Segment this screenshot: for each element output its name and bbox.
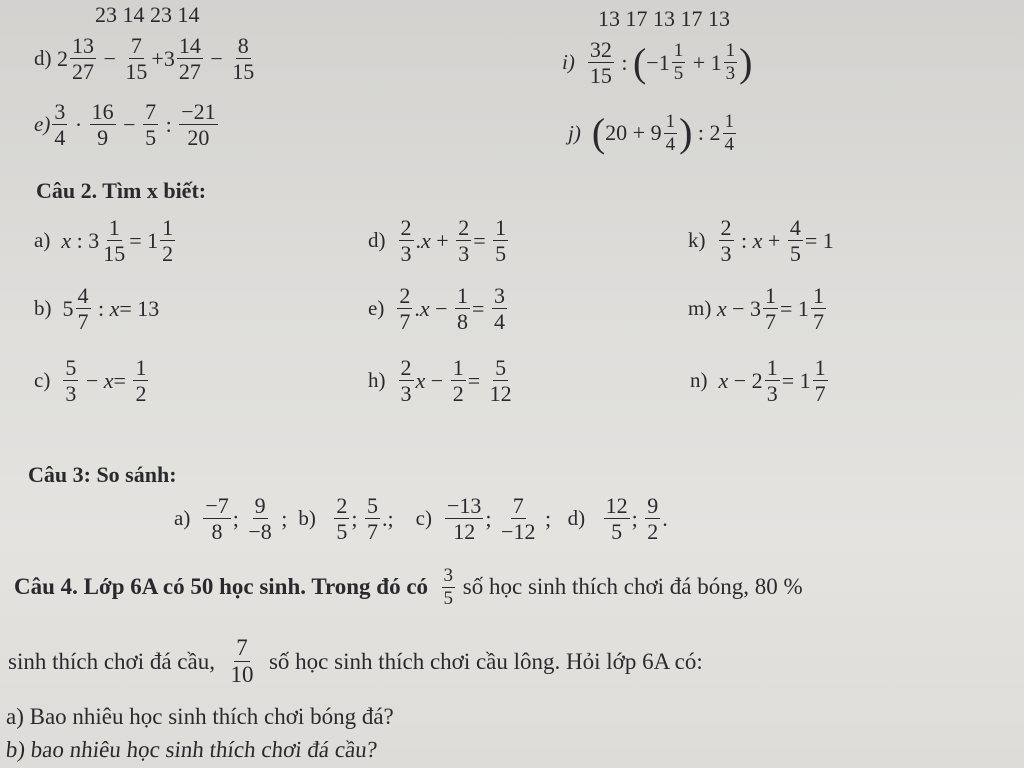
cau2-heading: Câu 2. Tìm x biết: xyxy=(36,178,207,203)
cau2-h: h) $\frac{2}{3}$ x − $\frac{1}{2}$ = $\frac{5}{12}$ xyxy=(368,355,512,407)
top-fragment-right: 13 17 13 17 13 xyxy=(598,6,730,31)
cau3-row: a) $\frac{-7}{8}$ ; $\frac{9}{-8}$ ; b) $\frac{2}{5}$ ; $\frac{5}{7}$ .; c) $\frac{-13}{12}$ ; $\frac{7}{-12}$ ; d) $\frac{12}{5}$ ; $\frac{9}{2}$ . xyxy=(174,493,668,545)
cau4-line2: sinh thích chơi đá cầu, $\frac{7}{10}$ số học sinh thích chơi cầu lông. Hỏi lớp 6A có: xyxy=(8,635,703,688)
cau3-heading: Câu 3: So sánh: xyxy=(28,462,177,487)
cau2-a: a) x : 3 $\frac{1}{15}$ = 1 $\frac{1}{2}$ xyxy=(34,215,174,267)
cau2-b: b) 5 $\frac{4}{7}$ : x = 13 xyxy=(34,283,160,335)
cau2-c: c) $\frac{5}{3}$ − x = $\frac{1}{2}$ xyxy=(34,355,147,407)
cau2-n: n) x − 2 $\frac{1}{3}$ = 1 $\frac{1}{7}$ xyxy=(690,355,826,407)
cau4-question-b: b) bao nhiêu học sinh thích chơi đá cầu? xyxy=(4,737,379,762)
cau4-line1: Câu 4. Lớp 6A có 50 học sinh. Trong đó có $\frac{3}{5}$ số học sinh thích chơi đá bóng, 80 % xyxy=(14,565,803,609)
cau4-question-a: a) Bao nhiêu học sinh thích chơi bóng đá? xyxy=(6,704,394,729)
top-fragment-left: 23 14 23 14 xyxy=(95,2,200,27)
cau2-m: m) x − 3 $\frac{1}{7}$ = 1 $\frac{1}{7}$ xyxy=(688,283,824,335)
cau2-d: d) $\frac{2}{3}$ . x + $\frac{2}{3}$ = $\frac{1}{5}$ xyxy=(368,215,507,267)
exercise-1i: i) $\frac{32}{15}$ : ( −1 $\frac{1}{5}$ + 1 $\frac{1}{3}$ ) xyxy=(562,37,753,89)
exercise-1d: d) 2 $\frac{13}{27}$ − $\frac{7}{15}$ +3 $\frac{14}{27}$ − $\frac{8}{15}$ xyxy=(34,33,255,85)
cau2-k: k) $\frac{2}{3}$ : x + $\frac{4}{5}$ = 1 xyxy=(688,215,834,267)
cau2-e: e) $\frac{2}{7}$ . x − $\frac{1}{8}$ = $\frac{3}{4}$ xyxy=(368,283,505,335)
exercise-1e: e) $\frac{3}{4}$ · $\frac{16}{9}$ − $\frac{7}{5}$ : $\frac{-21}{20}$ xyxy=(34,99,216,151)
exercise-1j: j) ( 20 + 9 $\frac{1}{4}$ ) : 2 $\frac{1}{4}$ xyxy=(568,110,735,156)
